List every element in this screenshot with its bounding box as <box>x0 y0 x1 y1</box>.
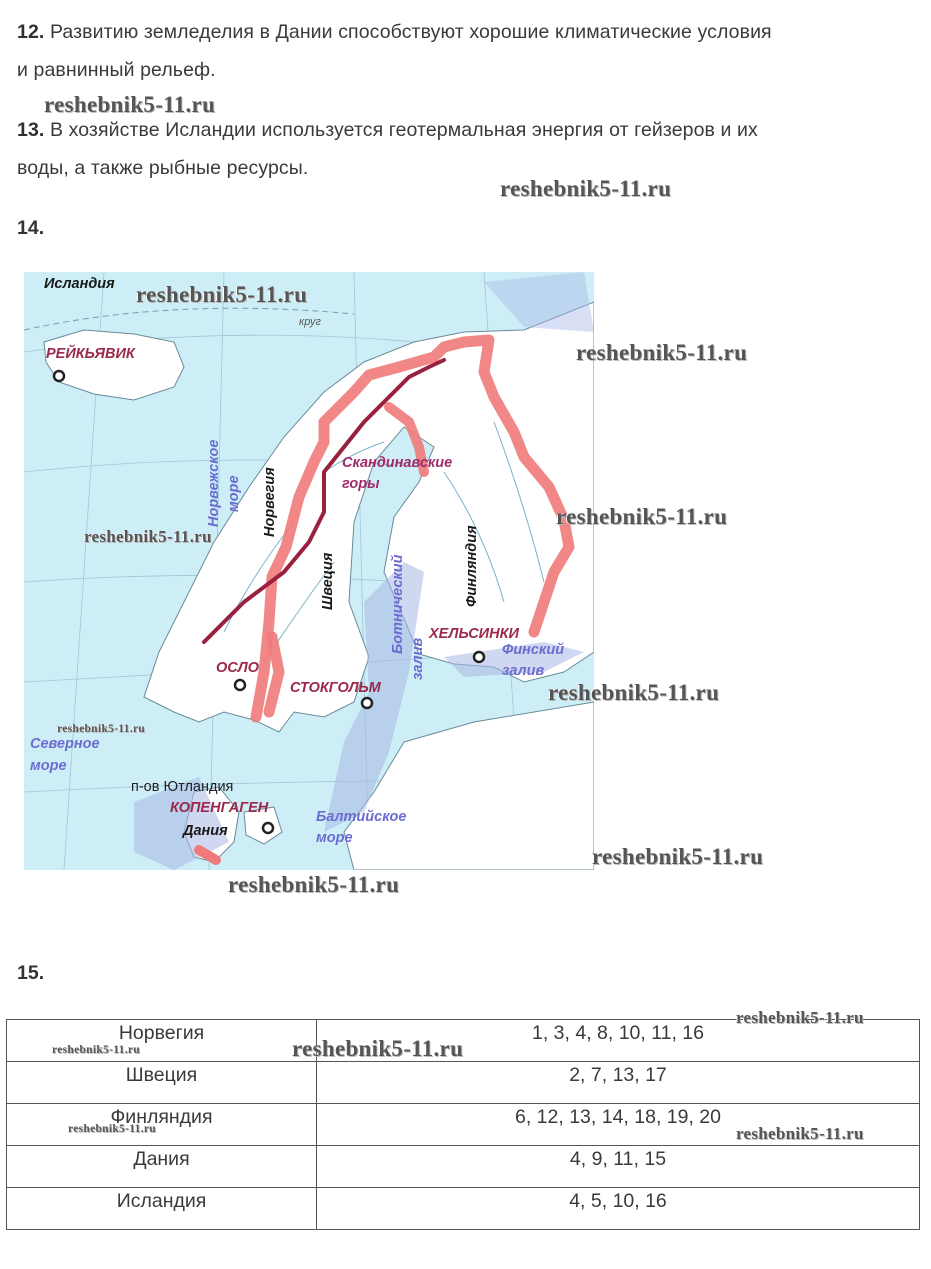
watermark: reshebnik5-11.ru <box>136 282 308 307</box>
label-oslo: ОСЛО <box>216 660 259 676</box>
label-norway: Норвегия <box>262 467 278 537</box>
label-reykjavik: РЕЙКЬЯВИК <box>46 346 135 362</box>
question-14-number: 14. <box>17 217 45 239</box>
label-bothnian-2: залив <box>410 637 426 680</box>
label-baltic-sea-2: море <box>316 830 353 846</box>
oslo-marker <box>235 680 245 690</box>
watermark: reshebnik5-11.ru <box>57 723 145 735</box>
table-cell-country: Дания <box>7 1146 317 1188</box>
label-jutland: п-ов Ютландия <box>131 779 234 795</box>
label-bothnian-1: Ботнический <box>390 554 406 654</box>
helsinki-marker <box>474 652 484 662</box>
watermark: reshebnik5-11.ru <box>68 1123 156 1135</box>
watermark: reshebnik5-11.ru <box>576 340 748 365</box>
question-13 <box>17 111 912 187</box>
reykjavik-marker <box>54 371 64 381</box>
scandinavia-map <box>24 272 594 870</box>
label-stockholm: СТОКГОЛЬМ <box>290 680 381 696</box>
question-12-text-line1: Развитию земледелия в Дании способствуют хорошие климатические условия <box>49 21 772 43</box>
table-row <box>7 1146 920 1188</box>
question-13-text-line1: В хозяйстве Исландии используется геотермальная энергия от гейзеров и их <box>49 119 758 141</box>
label-north-sea-1: Северное <box>30 736 100 752</box>
question-15-number: 15. <box>17 962 45 984</box>
table-cell-country: Норвегия <box>7 1020 317 1062</box>
watermark: reshebnik5-11.ru <box>228 872 400 897</box>
label-sweden: Швеция <box>320 552 336 610</box>
question-13-number: 13. <box>17 119 45 141</box>
label-finnish-gulf-2: залив <box>502 663 545 679</box>
label-iceland: Исландия <box>44 276 115 292</box>
watermark: reshebnik5-11.ru <box>500 176 672 201</box>
watermark: reshebnik5-11.ru <box>548 680 720 705</box>
label-mountains-2: горы <box>342 476 380 492</box>
table-cell-numbers: 4, 9, 11, 15 <box>317 1146 920 1188</box>
table-row <box>7 1062 920 1104</box>
question-13-text-line2: воды, а также рыбные ресурсы. <box>17 157 309 179</box>
label-baltic-sea-1: Балтийское <box>316 809 407 825</box>
watermark: reshebnik5-11.ru <box>44 92 216 117</box>
label-helsinki: ХЕЛЬСИНКИ <box>429 626 519 642</box>
table-cell-numbers: 1, 3, 4, 8, 10, 11, 16 <box>317 1020 920 1062</box>
label-finnish-gulf-1: Финский <box>502 642 565 658</box>
table-cell-numbers: 4, 5, 10, 16 <box>317 1188 920 1230</box>
table-cell-country: Исландия <box>7 1188 317 1230</box>
table-cell-country: Швеция <box>7 1062 317 1104</box>
watermark: reshebnik5-11.ru <box>292 1036 464 1061</box>
copenhagen-marker <box>263 823 273 833</box>
label-finland: Финляндия <box>464 525 480 607</box>
label-north-sea-2: море <box>30 758 67 774</box>
label-copenhagen: КОПЕНГАГЕН <box>170 800 269 816</box>
label-arctic-circle: круг <box>299 316 321 328</box>
question-12-text-line2: и равнинный рельеф. <box>17 59 216 81</box>
table-cell-country: Финляндия <box>7 1104 317 1146</box>
table-cell-numbers: 6, 12, 13, 14, 18, 19, 20 <box>317 1104 920 1146</box>
question-12-number: 12. <box>17 21 45 43</box>
watermark: reshebnik5-11.ru <box>52 1044 140 1056</box>
question-12 <box>17 13 912 89</box>
watermark: reshebnik5-11.ru <box>736 1124 864 1143</box>
label-mountains-1: Скандинавские <box>342 455 453 471</box>
table-cell-numbers: 2, 7, 13, 17 <box>317 1062 920 1104</box>
stockholm-marker <box>362 698 372 708</box>
label-norwegian-sea-1: Норвежское <box>206 439 222 527</box>
label-denmark: Дания <box>183 823 228 839</box>
label-norwegian-sea-2: море <box>226 475 242 512</box>
watermark: reshebnik5-11.ru <box>556 504 728 529</box>
watermark: reshebnik5-11.ru <box>84 527 212 546</box>
table-row <box>7 1188 920 1230</box>
watermark: reshebnik5-11.ru <box>592 844 764 869</box>
watermark: reshebnik5-11.ru <box>736 1008 864 1027</box>
